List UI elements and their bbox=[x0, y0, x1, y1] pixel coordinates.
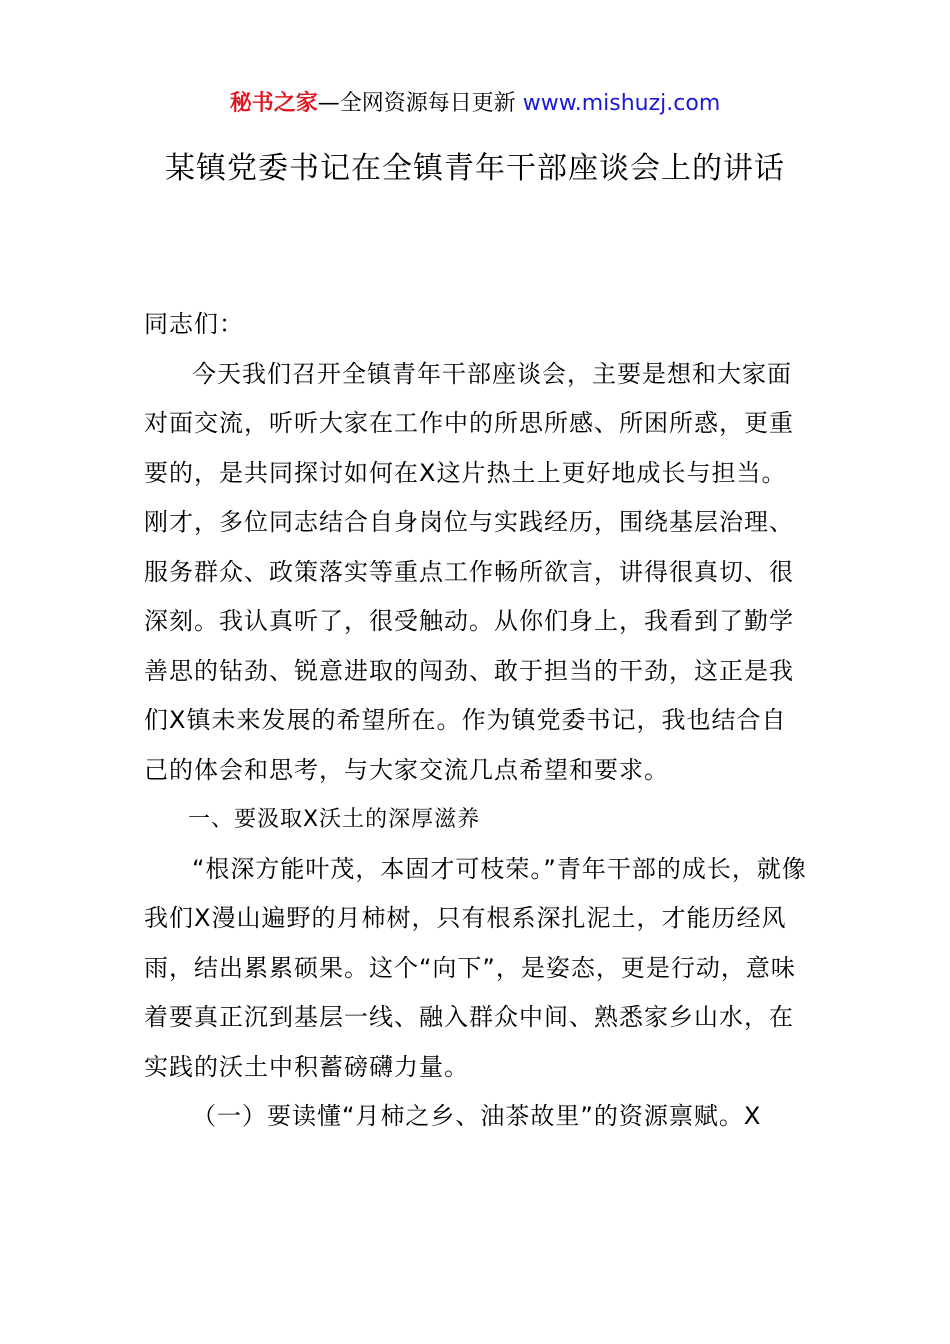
document-body bbox=[144, 300, 810, 1142]
subsection-heading-1: （一）要读懂“月柿之乡、油茶故里”的资源禀赋。X bbox=[192, 1102, 762, 1130]
section-heading-1: 一、要汲取X沃土的深厚滋养 bbox=[188, 807, 481, 832]
document-title: 某镇党委书记在全镇青年干部座谈会上的讲话 bbox=[165, 151, 785, 186]
site-url-link[interactable]: www.mishuzj.com bbox=[522, 91, 721, 116]
site-header bbox=[0, 88, 950, 120]
paragraph-intro: 今天我们召开全镇青年干部座谈会，主要是想和大家面对面交流，听听大家在工作中的所思所感、所困所惑，更重要的，是共同探讨如何在X这片热土上更好地成长与担当。刚才，多位同志结合自身岗位与实践经历，围绕基层治理、服务群众、政策落实等重点工作畅所欲言，讲得很真切、很深刻。我认真听了，很受触动。从你们身上，我看到了勤学善思的钻劲、锐意进取的闯劲、敢于担当的干劲，这正是我们X镇未来发展的希望所在。作为镇党委书记，我也结合自己的体会和思考，与大家交流几点希望和要求。 bbox=[144, 359, 794, 784]
site-brand: 秘书之家 bbox=[229, 91, 318, 116]
paragraph-section-1: “根深方能叶茂，本固才可枝荣。”青年干部的成长，就像我们X漫山遍野的月柿树，只有根系深扎泥土，才能历经风雨，结出累累硕果。这个“向下”，是姿态，更是行动，意味着要真正沉到基层一线、融入群众中间、熟悉家乡山水，在实践的沃土中积蓄磅礴力量。 bbox=[144, 854, 807, 1081]
site-tagline: —全网资源每日更新 bbox=[317, 91, 523, 116]
salutation: 同志们： bbox=[144, 310, 244, 338]
